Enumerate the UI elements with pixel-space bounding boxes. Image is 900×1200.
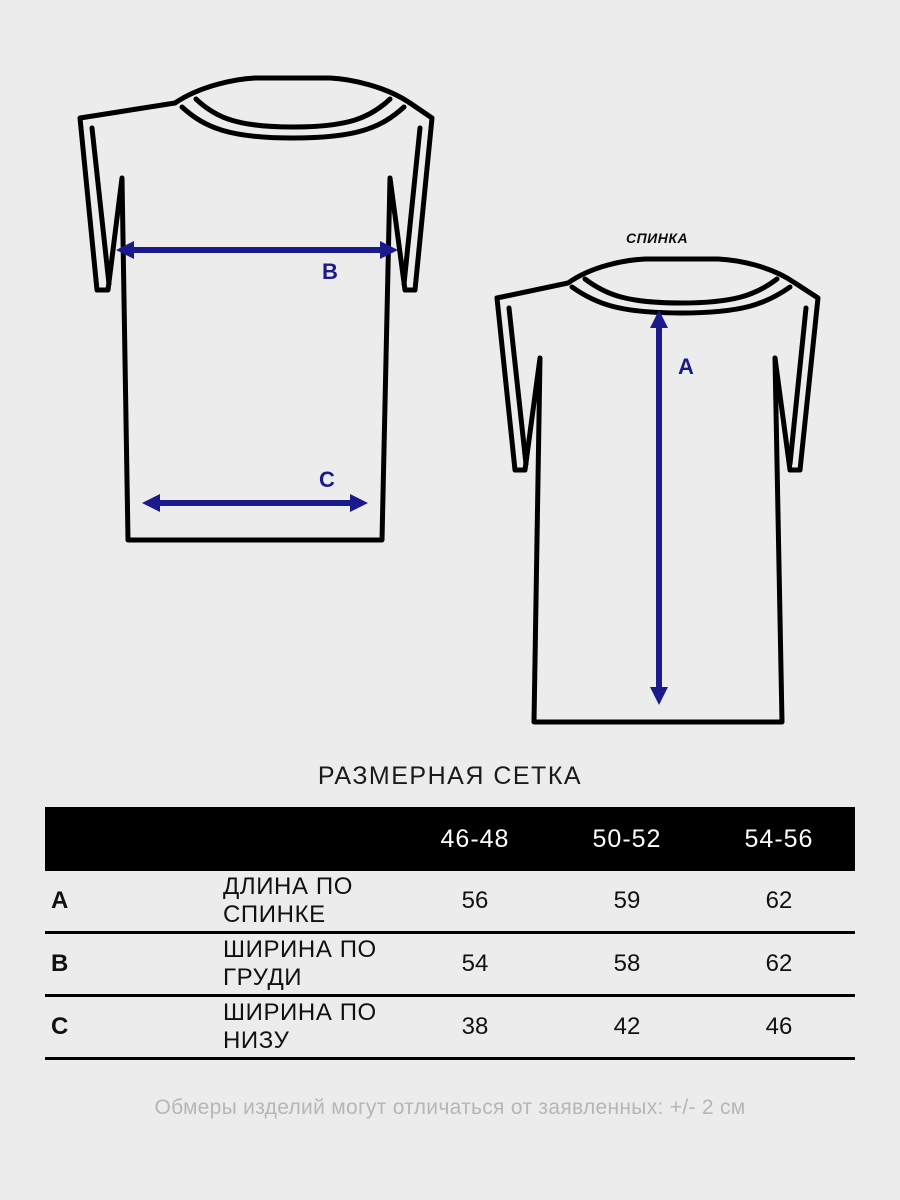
header-size-2: 50-52 xyxy=(592,824,662,853)
label-a: A xyxy=(678,354,694,379)
front-garment-illustration xyxy=(80,78,432,540)
row-value: 54 xyxy=(399,933,551,996)
header-size-1: 46-48 xyxy=(440,824,510,853)
row-value: 38 xyxy=(399,996,551,1059)
row-value: 42 xyxy=(551,996,703,1059)
row-code: C xyxy=(45,996,222,1059)
row-value: 58 xyxy=(551,933,703,996)
measure-arrow-c xyxy=(142,494,368,512)
header-code xyxy=(45,807,222,871)
measure-arrow-b xyxy=(116,241,398,259)
size-table-header-row xyxy=(45,807,855,871)
row-desc: ШИРИНА ПО ГРУДИ xyxy=(222,933,399,996)
row-code: B xyxy=(45,933,222,996)
row-desc: ШИРИНА ПО НИЗУ xyxy=(222,996,399,1059)
size-table-section xyxy=(0,745,900,1120)
size-table-title: РАЗМЕРНАЯ СЕТКА xyxy=(317,762,583,790)
row-value: 56 xyxy=(399,871,551,933)
row-value: 62 xyxy=(703,871,855,933)
size-table-head xyxy=(45,807,855,871)
header-desc xyxy=(222,807,399,871)
label-c: C xyxy=(319,467,335,492)
size-table xyxy=(45,807,855,1060)
table-row xyxy=(45,871,855,933)
header-size-3: 54-56 xyxy=(744,824,814,853)
row-desc: ДЛИНА ПО СПИНКЕ xyxy=(222,871,399,933)
back-view-label: СПИНКА xyxy=(626,230,689,246)
table-row xyxy=(45,933,855,996)
row-code: A xyxy=(45,871,222,933)
size-table-footnote: Обмеры изделий могут отличаться от заявленных: +/- 2 см xyxy=(154,1096,746,1119)
row-value: 46 xyxy=(703,996,855,1059)
table-row xyxy=(45,996,855,1059)
row-value: 62 xyxy=(703,933,855,996)
row-value: 59 xyxy=(551,871,703,933)
label-b: B xyxy=(322,259,338,284)
measure-arrow-a xyxy=(650,310,668,705)
size-table-body xyxy=(45,871,855,1059)
